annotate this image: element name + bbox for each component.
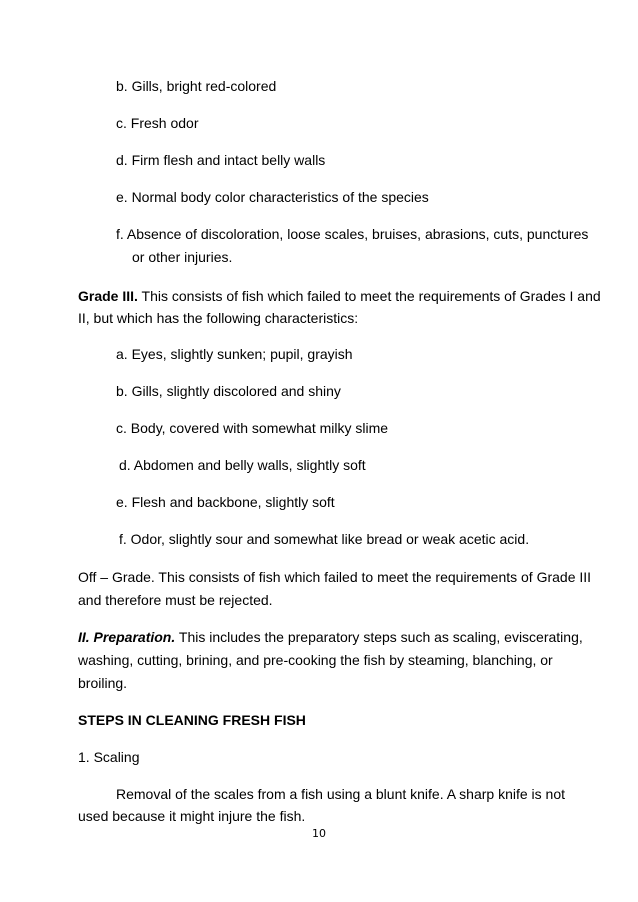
grade-ii-item-d: d. Firm flesh and intact belly walls [116,152,326,168]
off-grade-line2: and therefore must be rejected. [78,592,273,608]
preparation-paragraph-line1 [78,629,583,645]
grade-ii-item-f-line1: f. Absence of discoloration, loose scales, bruises, abrasions, cuts, punctures [116,226,589,242]
grade-iii-item-b: b. Gills, slightly discolored and shiny [116,383,341,399]
step-1-title: 1. Scaling [78,749,140,765]
step-1-text-line2: used because it might injure the fish. [78,808,306,824]
grade-iii-text-line2: II, but which has the following characteristics: [78,310,359,326]
step-1-text-line1: Removal of the scales from a fish using a blunt knife. A sharp knife is not [116,786,566,802]
grade-iii-paragraph-line1 [78,288,601,304]
preparation-heading: II. Preparation. [78,629,176,645]
grade-ii-item-e: e. Normal body color characteristics of the species [116,189,429,205]
grade-iii-item-a: a. Eyes, slightly sunken; pupil, grayish [116,346,353,362]
grade-iii-item-f: f. Odor, slightly sour and somewhat like bread or weak acetic acid. [119,531,530,547]
page-number: 10 [312,827,326,840]
off-grade-line1: Off – Grade. This consists of fish which failed to meet the requirements of Grade III [78,569,592,585]
grade-ii-item-c: c. Fresh odor [116,115,199,131]
preparation-text-line2: washing, cutting, brining, and pre-cooking the fish by steaming, blanching, or [78,652,553,668]
grade-iii-item-c: c. Body, covered with somewhat milky slime [116,420,389,436]
steps-heading: STEPS IN CLEANING FRESH FISH [78,712,306,728]
preparation-text-line3: broiling. [78,675,128,691]
grade-iii-text-line1: This consists of fish which failed to meet the requirements of Grades I and [137,288,601,304]
grade-ii-item-f-line2: or other injuries. [132,249,233,265]
preparation-text-line1: This includes the preparatory steps such as scaling, eviscerating, [175,629,583,645]
grade-iii-item-e: e. Flesh and backbone, slightly soft [116,494,335,510]
grade-iii-heading: Grade III. [78,288,138,304]
grade-iii-item-d: d. Abdomen and belly walls, slightly soft [119,457,366,473]
grade-ii-item-b: b. Gills, bright red-colored [116,78,277,94]
